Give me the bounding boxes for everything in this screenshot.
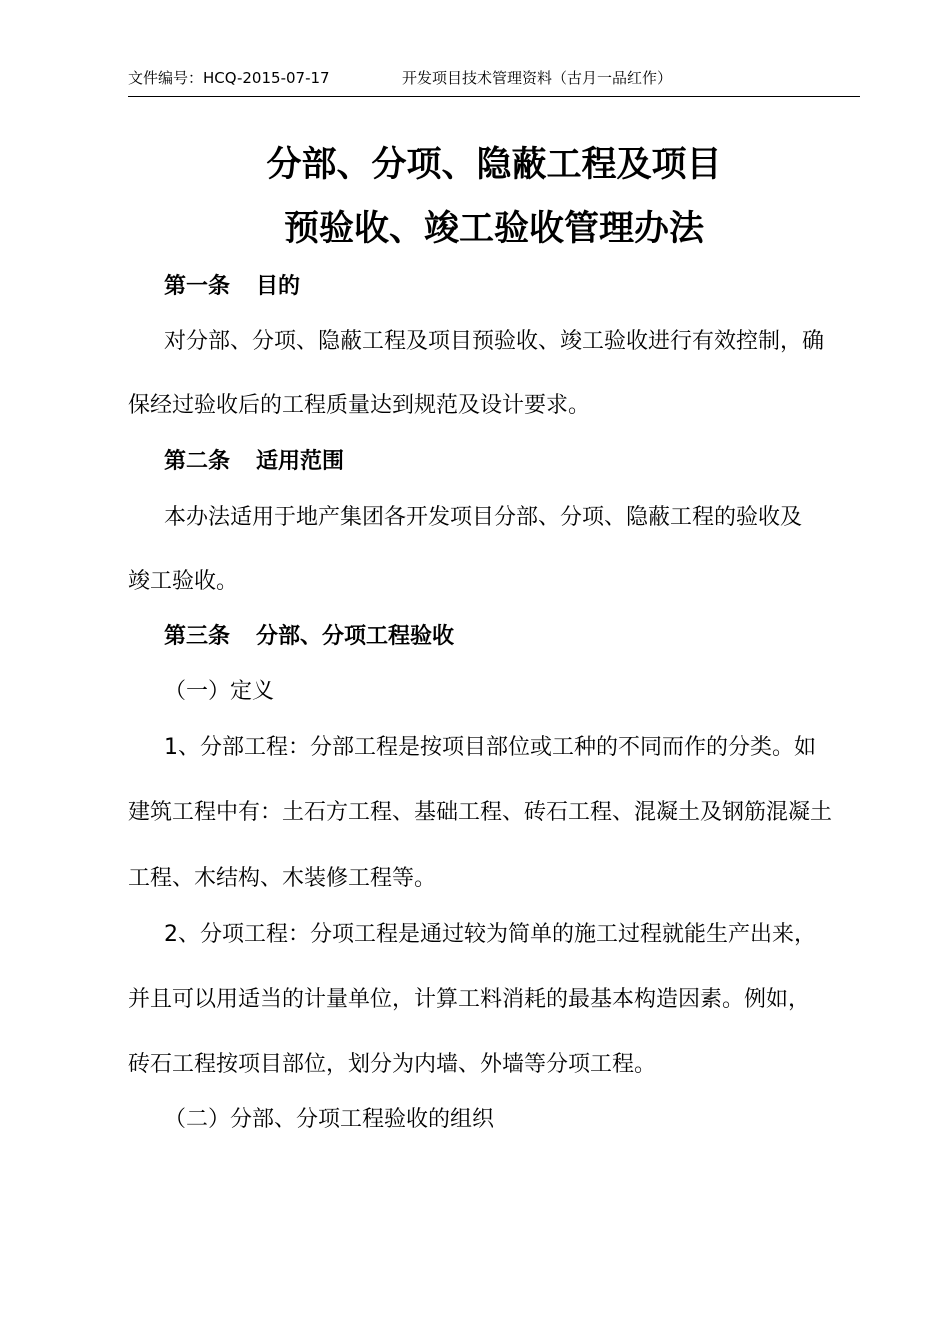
article-1-title: 目的 [256, 274, 301, 299]
article-1-number: 第一条 [164, 274, 231, 299]
article-3-heading [164, 622, 454, 652]
article-2-text-line-1: 本办法适用于地产集团各开发项目分部、分项、隐蔽工程的验收及 [164, 505, 803, 530]
definition-1-line-3: 工程、木结构、木装修工程等。 [128, 866, 437, 891]
definition-2-line-1: 2、分项工程：分项工程是通过较为简单的施工过程就能生产出来， [164, 922, 816, 947]
article-2-heading [164, 447, 344, 477]
definition-2-line-3: 砖石工程按项目部位，划分为内墙、外墙等分项工程。 [128, 1052, 657, 1077]
definition-1-line-1: 1、分部工程：分部工程是按项目部位或工种的不同而作的分类。如 [164, 735, 816, 760]
document-title-line-2: 预验收、竣工验收管理办法 [283, 209, 704, 249]
article-1-text-line-1: 对分部、分项、隐蔽工程及项目预验收、竣工验收进行有效控制，确 [164, 329, 825, 354]
article-1-heading [164, 272, 300, 302]
article-1-text-line-2: 保经过验收后的工程质量达到规范及设计要求。 [128, 393, 591, 418]
document-title-line-1: 分部、分项、隐蔽工程及项目 [266, 145, 722, 185]
file-number: 文件编号：HCQ-2015-07-17 [128, 69, 330, 87]
subsection-definition: （一）定义 [164, 679, 275, 704]
article-2-title: 适用范围 [256, 449, 345, 474]
subsection-organization: （二）分部、分项工程验收的组织 [164, 1107, 495, 1132]
article-3-title: 分部、分项工程验收 [256, 624, 455, 649]
article-2-number: 第二条 [164, 449, 231, 474]
article-2-text-line-2: 竣工验收。 [128, 569, 239, 594]
page-header [128, 64, 860, 97]
definition-2-line-2: 并且可以用适当的计量单位，计算工料消耗的最基本构造因素。例如， [128, 987, 811, 1012]
document-series-name: 开发项目技术管理资料（古月一品红作） [402, 69, 673, 87]
article-3-number: 第三条 [164, 624, 231, 649]
definition-1-line-2: 建筑工程中有：土石方工程、基础工程、砖石工程、混凝土及钢筋混凝土 [128, 800, 833, 825]
